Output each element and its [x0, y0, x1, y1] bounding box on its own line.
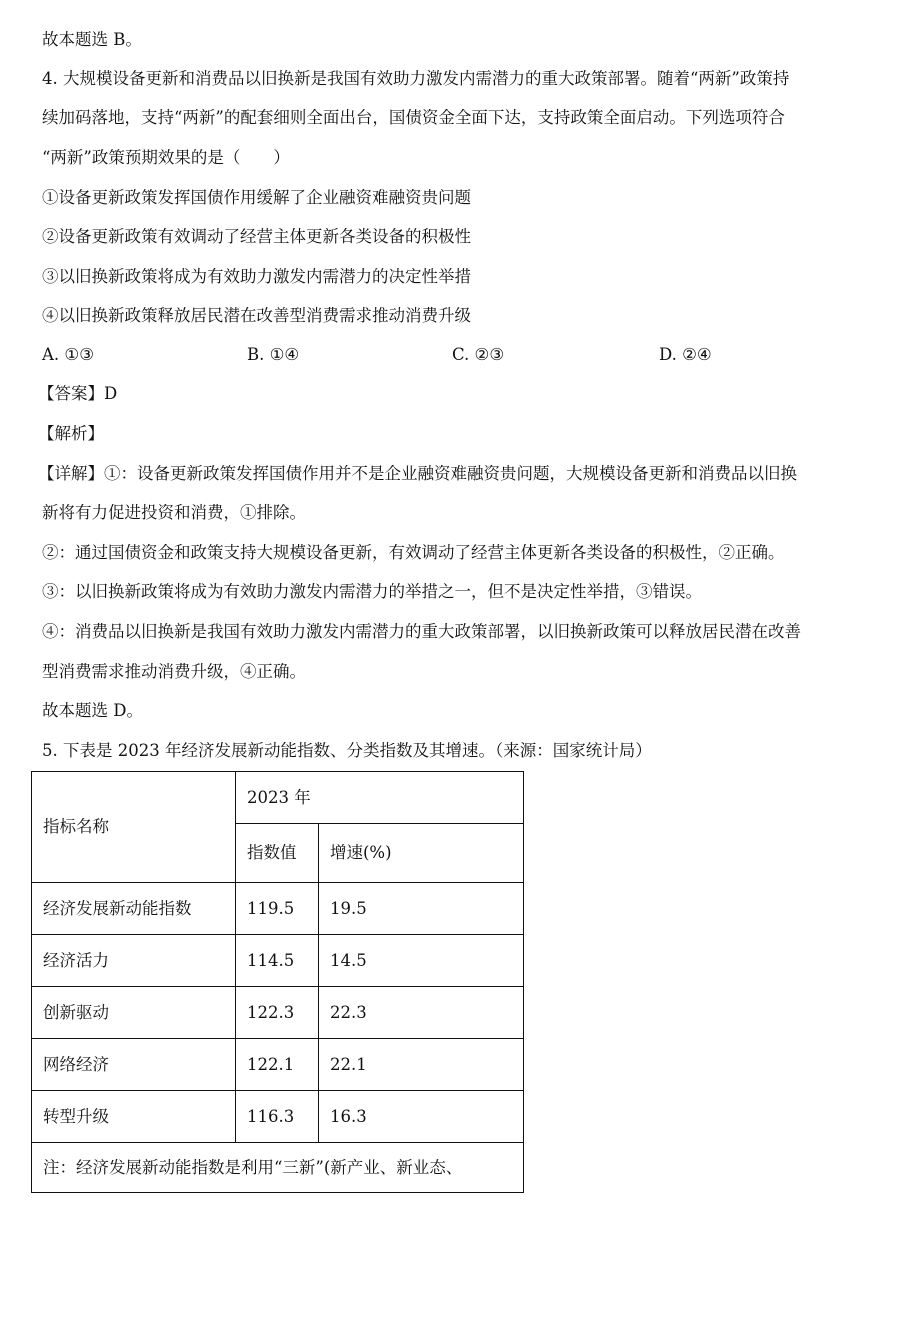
header-index-value: 指数值 [236, 824, 319, 883]
q4-stem-line-3: “两新”政策预期效果的是（ ） [42, 148, 290, 167]
table-note-row [32, 1143, 524, 1193]
option-d: D. ②④ [659, 345, 712, 364]
row-name: 创新驱动 [32, 987, 236, 1039]
q4-statement-3: ③以旧换新政策将成为有效助力激发内需潜力的决定性举措 [42, 267, 471, 286]
row-name: 经济发展新动能指数 [32, 883, 236, 935]
index-table [31, 771, 524, 1193]
q4-statement-4: ④以旧换新政策释放居民潜在改善型消费需求推动消费升级 [42, 306, 471, 325]
table-row [32, 1091, 524, 1143]
option-b: B. ①④ [247, 345, 300, 364]
q4-analysis-label: 【解析】 [38, 424, 104, 443]
row-value: 114.5 [236, 935, 319, 987]
q4-conclusion: 故本题选 D。 [42, 701, 143, 720]
q4-detail-line-2: 新将有力促进投资和消费，①排除。 [42, 503, 306, 522]
table-row [32, 883, 524, 935]
row-value: 122.3 [236, 987, 319, 1039]
row-name: 经济活力 [32, 935, 236, 987]
previous-conclusion: 故本题选 B。 [42, 30, 142, 49]
q4-stem-line-1: 4. 大规模设备更新和消费品以旧换新是我国有效助力激发内需潜力的重大政策部署。随着“两新”政策持 [42, 69, 790, 88]
table-row [32, 1039, 524, 1091]
q5-stem: 5. 下表是 2023 年经济发展新动能指数、分类指数及其增速。（来源：国家统计局） [42, 741, 652, 760]
option-c: C. ②③ [452, 345, 505, 364]
q4-options [42, 344, 862, 366]
q4-detail-line-4: ③：以旧换新政策将成为有效助力激发内需潜力的举措之一，但不是决定性举措，③错误。 [42, 582, 702, 601]
row-growth: 19.5 [319, 883, 524, 935]
q4-detail-line-5: ④：消费品以旧换新是我国有效助力激发内需潜力的重大政策部署，以旧换新政策可以释放居民潜在改善 [42, 622, 801, 641]
header-indicator-name: 指标名称 [32, 772, 236, 883]
table-header-row [32, 772, 524, 824]
option-a: A. ①③ [42, 345, 94, 364]
row-growth: 22.1 [319, 1039, 524, 1091]
row-growth: 14.5 [319, 935, 524, 987]
q4-detail-line-1: 【详解】①：设备更新政策发挥国债作用并不是企业融资难融资贵问题，大规模设备更新和消费品以旧换 [38, 464, 797, 483]
row-value: 116.3 [236, 1091, 319, 1143]
row-name: 转型升级 [32, 1091, 236, 1143]
q4-statement-2: ②设备更新政策有效调动了经营主体更新各类设备的积极性 [42, 227, 471, 246]
header-growth-rate: 增速(%) [319, 824, 524, 883]
q4-detail-line-6: 型消费需求推动消费升级，④正确。 [42, 662, 306, 681]
table-row [32, 987, 524, 1039]
row-value: 122.1 [236, 1039, 319, 1091]
q4-statement-1: ①设备更新政策发挥国债作用缓解了企业融资难融资贵问题 [42, 188, 471, 207]
table-row [32, 935, 524, 987]
header-year: 2023 年 [236, 772, 524, 824]
table-note: 注：经济发展新动能指数是利用“三新”(新产业、新业态、 [32, 1143, 524, 1193]
q4-detail-line-3: ②：通过国债资金和政策支持大规模设备更新，有效调动了经营主体更新各类设备的积极性，②正确。 [42, 543, 785, 562]
row-name: 网络经济 [32, 1039, 236, 1091]
row-growth: 22.3 [319, 987, 524, 1039]
row-growth: 16.3 [319, 1091, 524, 1143]
q4-answer: 【答案】D [38, 384, 118, 403]
row-value: 119.5 [236, 883, 319, 935]
q4-stem-line-2: 续加码落地，支持“两新”的配套细则全面出台，国债资金全面下达，支持政策全面启动。下列选项符合 [42, 108, 785, 127]
